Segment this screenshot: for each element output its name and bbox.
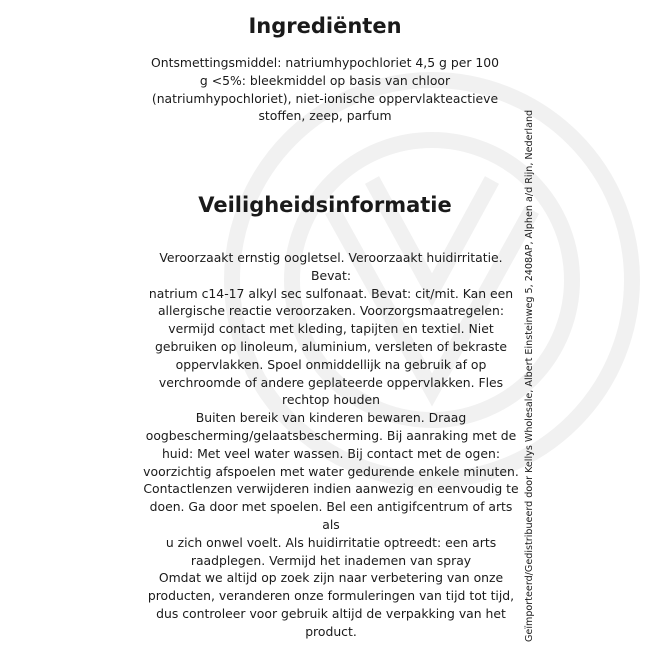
ingredients-text: Ontsmettingsmiddel: natriumhypochloriet 4,5 g per 100 g <5%: bleekmiddel op basis van chloor (natriumhypochloriet), niet-ionische oppervlakteactieve stoffen, zeep, parfum [150, 55, 500, 124]
ingredients-heading: Ingrediënten [248, 14, 402, 38]
distributor-info [524, 72, 534, 642]
safety-text: Veroorzaakt ernstig oogletsel. Veroorzaakt huidirritatie. Bevat: natrium c14-17 alkyl sec sulfonaat. Bevat: cit/mit. Kan een allergische reactie veroorzaken. Voorzorgsmaatregelen: vermijd contact met kleding, tapijten en textiel. Niet gebruiken op linoleum, aluminium, versleten of bekraste oppervlakken. Spoel onmiddellijk na gebruik af op verchroomde of andere geplateerde oppervlakken. Fles rechtop houden Buiten bereik van kinderen bewaren. Draag oogbescherming/gelaatsbescherming. Bij aanraking met de huid: Met veel water wassen. Bij contact met de ogen: voorzichtig afspoelen met water gedurende enkele minuten. Contactlenzen verwijderen indien aanwezig en eenvoudig te doen. Ga door met spoelen. Bel een antigifcentrum of arts als u zich onwel voelt. Als huidirritatie optreedt: een arts raadplegen. Vermijd het inademen van spray Omdat we altijd op zoek zijn naar verbetering van onze producten, veranderen onze formuleringen van tijd tot tijd, dus controleer voor gebruik altijd de verpakking van het product. [143, 250, 519, 639]
safety-heading: Veiligheidsinformatie [198, 193, 452, 217]
distributor-text: Geïmporteerd/Gedistribueerd door Kellys Wholesale, Albert Einsteinweg 5, 2408AP, Alphen a/d Rijn, Nederland [524, 109, 535, 642]
